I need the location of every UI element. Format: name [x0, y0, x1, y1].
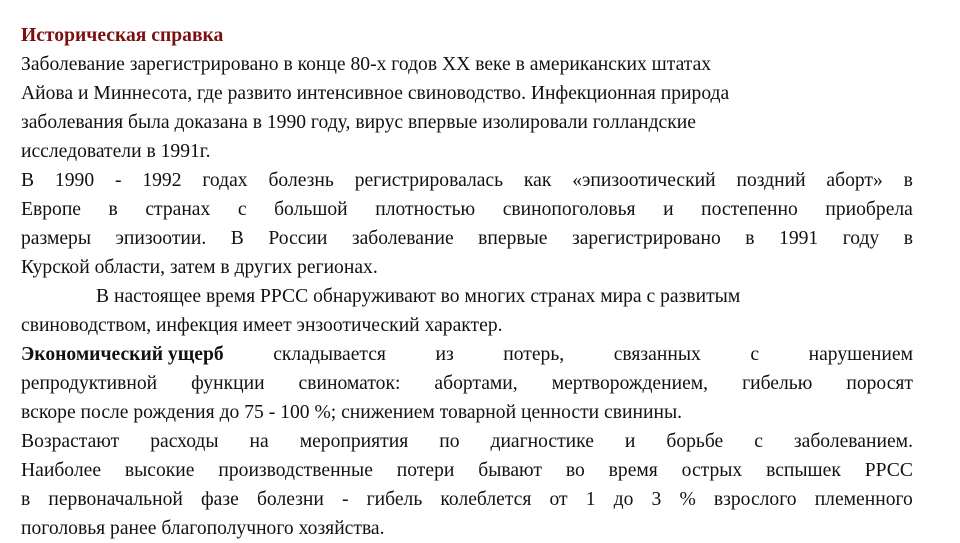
- justified-line: [21, 369, 913, 398]
- justified-line: [21, 195, 913, 224]
- justified-line: [21, 166, 913, 195]
- word: и: [624, 431, 636, 452]
- word: аборт»: [826, 170, 883, 191]
- word: с: [754, 431, 763, 452]
- word: во: [565, 460, 585, 481]
- paragraph-costs: [21, 427, 913, 543]
- word: вспышек: [766, 460, 841, 481]
- justified-line: [21, 427, 913, 456]
- word: как: [523, 170, 552, 191]
- justified-line: [21, 485, 913, 514]
- word: «эпизоотический: [572, 170, 716, 191]
- word: репродуктивной: [21, 373, 158, 394]
- word: мероприятия: [299, 431, 409, 452]
- word: постепенно: [701, 199, 798, 220]
- word: до: [613, 489, 634, 510]
- word: Возрастают: [21, 431, 120, 452]
- text-line: заболевания была доказана в 1990 году, вирус впервые изолировали голландские: [21, 112, 696, 133]
- word: 3: [651, 489, 662, 510]
- word: и: [663, 199, 674, 220]
- word: связанных: [613, 344, 701, 365]
- word: зарегистрировано: [571, 228, 721, 249]
- word: Европе: [21, 199, 81, 220]
- word: впервые: [478, 228, 548, 249]
- word: В: [230, 228, 244, 249]
- word: колеблется: [440, 489, 532, 510]
- word: приобрела: [825, 199, 913, 220]
- word: заболевание: [351, 228, 454, 249]
- word: 1992: [142, 170, 182, 191]
- word: взрослого: [713, 489, 797, 510]
- word: РРСС: [864, 460, 913, 481]
- word: с: [750, 344, 760, 365]
- word: острых: [681, 460, 743, 481]
- word: функции: [191, 373, 265, 394]
- word: первоначальной: [48, 489, 183, 510]
- paragraph-current: [21, 282, 913, 340]
- word: годах: [202, 170, 248, 191]
- word: свиноматок:: [298, 373, 401, 394]
- word: В: [21, 170, 35, 191]
- word: 1990: [54, 170, 95, 191]
- word: с: [237, 199, 247, 220]
- text-line: Курской области, затем в других регионах.: [21, 257, 378, 278]
- slide-text-body: [21, 21, 913, 543]
- justified-line: [21, 224, 913, 253]
- word: 1991: [779, 228, 819, 249]
- word: потерь,: [503, 344, 565, 365]
- section-heading: Историческая справка: [21, 25, 224, 46]
- word: в: [108, 199, 118, 220]
- word: в: [903, 170, 913, 191]
- word: большой: [274, 199, 348, 220]
- word: болезни: [256, 489, 324, 510]
- word: размеры: [21, 228, 92, 249]
- word: в: [745, 228, 755, 249]
- economic-damage-term: Экономический ущерб: [21, 344, 224, 365]
- word: свинопоголовья: [502, 199, 636, 220]
- word: гибель: [366, 489, 423, 510]
- word: -: [114, 170, 122, 191]
- text-line: исследователи в 1991г.: [21, 141, 211, 162]
- word: от: [549, 489, 568, 510]
- text-line-indented: В настоящее время РРСС обнаруживают во многих странах мира с развитым: [96, 286, 741, 307]
- justified-line: [21, 456, 913, 485]
- justified-line: [21, 340, 913, 369]
- word: из: [435, 344, 454, 365]
- text-line: вскоре после рождения до 75 - 100 %; снижением товарной ценности свинины.: [21, 402, 683, 423]
- text-line: свиноводством, инфекция имеет энзоотический характер.: [21, 315, 503, 336]
- word: потери: [396, 460, 455, 481]
- word: 1: [585, 489, 596, 510]
- word: %: [679, 489, 696, 510]
- word: гибелью: [742, 373, 813, 394]
- word: на: [249, 431, 269, 452]
- word: нарушением: [808, 344, 913, 365]
- word: мертворождением,: [551, 373, 709, 394]
- word: России: [268, 228, 328, 249]
- word: производственные: [218, 460, 373, 481]
- word: поздний: [736, 170, 806, 191]
- text-line: Заболевание зарегистрировано в конце 80-х годов XX веке в американских штатах: [21, 54, 712, 75]
- word: в: [903, 228, 913, 249]
- word: -: [341, 489, 349, 510]
- word: фазе: [200, 489, 239, 510]
- word: странах: [145, 199, 211, 220]
- word: бывают: [478, 460, 542, 481]
- word: расходы: [150, 431, 219, 452]
- word: высокие: [124, 460, 195, 481]
- paragraph-economic-damage: [21, 340, 913, 427]
- text-line: поголовья ранее благополучного хозяйства.: [21, 518, 385, 539]
- word: плотностью: [375, 199, 476, 220]
- word: заболеванием.: [793, 431, 913, 452]
- word: борьбе: [666, 431, 724, 452]
- word: регистрировалась: [354, 170, 504, 191]
- paragraph-spread: [21, 166, 913, 282]
- paragraph-history: [21, 50, 913, 166]
- word: в: [21, 489, 31, 510]
- word: диагностике: [490, 431, 594, 452]
- word: племенного: [814, 489, 913, 510]
- word: болезнь: [268, 170, 334, 191]
- word: году: [842, 228, 880, 249]
- word: время: [608, 460, 658, 481]
- word: Наиболее: [21, 460, 102, 481]
- word: поросят: [846, 373, 913, 394]
- word: абортами,: [434, 373, 518, 394]
- word: эпизоотии.: [115, 228, 207, 249]
- word: складывается: [273, 344, 386, 365]
- word: по: [439, 431, 460, 452]
- text-line: Айова и Миннесота, где развито интенсивное свиноводство. Инфекционная природа: [21, 83, 730, 104]
